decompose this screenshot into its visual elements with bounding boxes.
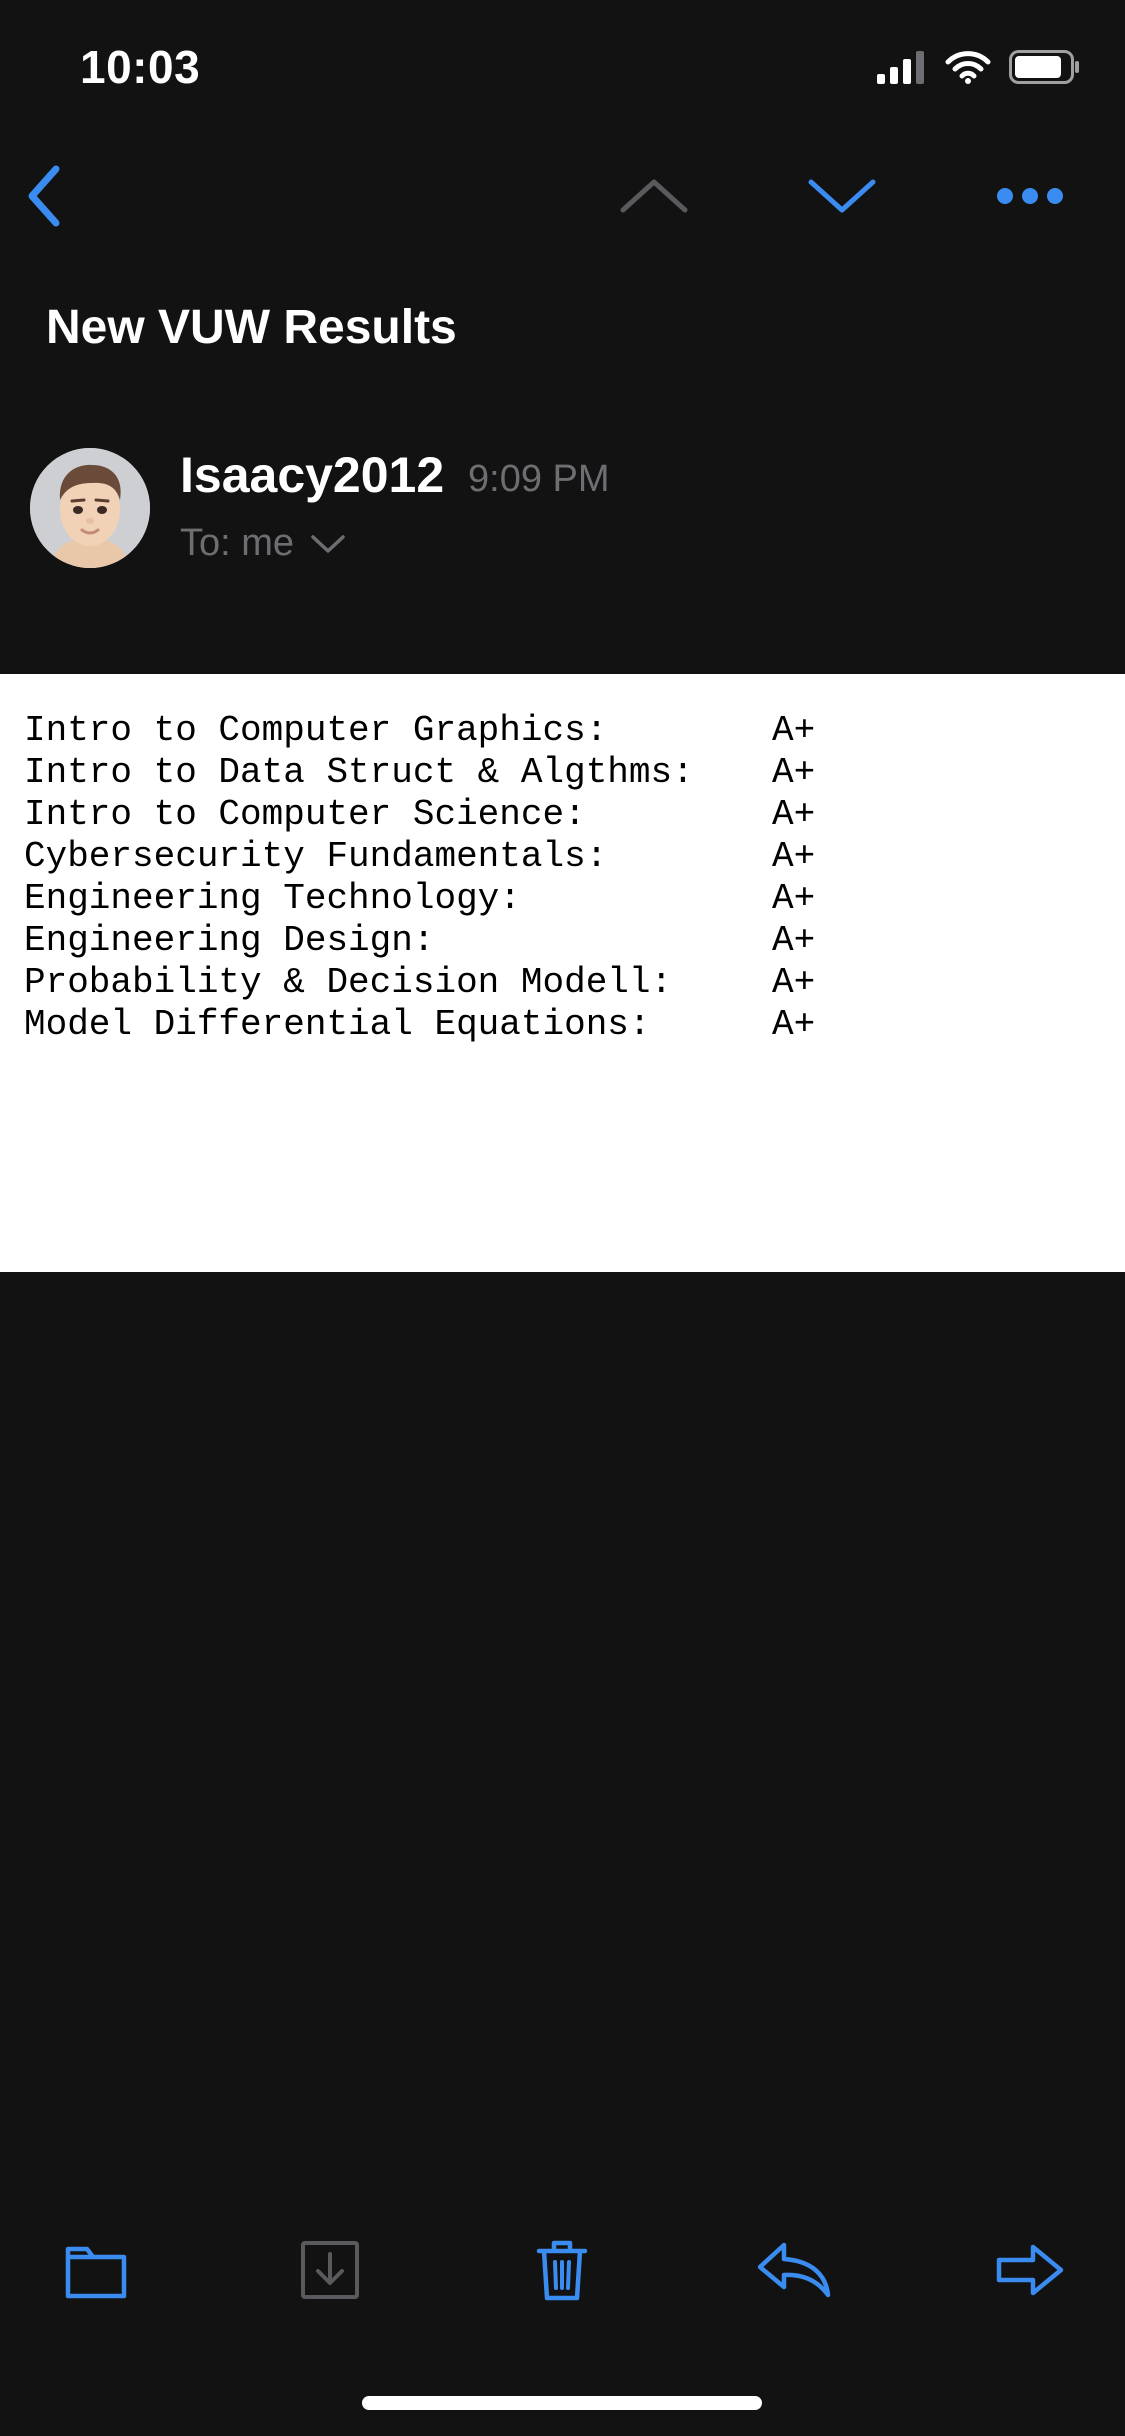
back-button[interactable]: [14, 160, 74, 232]
grade-row: [24, 1004, 1125, 1046]
course-name: Intro to Data Struct & Algthms:: [24, 752, 694, 793]
avatar[interactable]: [30, 448, 150, 568]
course-name: Engineering Design:: [24, 920, 435, 961]
status-time: 10:03: [80, 41, 201, 93]
previous-message-button[interactable]: [614, 160, 694, 232]
message-body: [0, 674, 1125, 1272]
signal-icon: [877, 50, 927, 84]
status-bar: [0, 0, 1125, 136]
course-name: Probability & Decision Modell:: [24, 962, 673, 1003]
grade-row: [24, 836, 1125, 878]
course-name: Model Differential Equations:: [24, 1004, 651, 1045]
status-icons: [877, 50, 1081, 84]
nav-bar: [0, 160, 1125, 232]
battery-icon: [1009, 50, 1081, 84]
folder-icon: [65, 2241, 127, 2299]
chevron-left-icon: [26, 165, 62, 227]
chevron-down-icon: [807, 176, 877, 216]
course-name: Engineering Technology:: [24, 878, 521, 919]
message-header: [0, 440, 1125, 580]
course-name: Intro to Computer Science:: [24, 794, 586, 835]
archive-button[interactable]: [280, 2220, 380, 2320]
course-grade: A+: [772, 920, 816, 961]
reply-button[interactable]: [744, 2220, 844, 2320]
grade-row: [24, 962, 1125, 1004]
course-name: Cybersecurity Fundamentals:: [24, 836, 608, 877]
more-options-button[interactable]: [988, 160, 1072, 232]
grade-list: [0, 674, 1125, 1046]
course-grade: A+: [772, 710, 816, 751]
chevron-down-small-icon: [310, 534, 346, 554]
grade-row: [24, 794, 1125, 836]
course-grade: A+: [772, 836, 816, 877]
email-subject: New VUW Results: [46, 301, 457, 354]
delete-button[interactable]: [512, 2220, 612, 2320]
recipients-toggle[interactable]: [180, 522, 346, 565]
grade-row: [24, 878, 1125, 920]
forward-icon: [995, 2243, 1065, 2297]
move-to-folder-button[interactable]: [46, 2220, 146, 2320]
course-grade: A+: [772, 962, 816, 1003]
course-grade: A+: [772, 878, 816, 919]
course-grade: A+: [772, 752, 816, 793]
memoji-avatar-icon: [30, 448, 150, 568]
bottom-toolbar: [0, 2220, 1125, 2320]
grade-row: [24, 710, 1125, 752]
grade-row: [24, 752, 1125, 794]
next-message-button[interactable]: [802, 160, 882, 232]
home-indicator[interactable]: [362, 2396, 762, 2410]
course-grade: A+: [772, 794, 816, 835]
trash-icon: [535, 2238, 589, 2302]
reply-icon: [756, 2241, 832, 2299]
recipients-label: To: me: [180, 522, 295, 564]
grade-row: [24, 920, 1125, 962]
chevron-up-icon: [619, 176, 689, 216]
archive-icon: [300, 2240, 360, 2300]
sender-name[interactable]: Isaacy2012: [180, 447, 445, 503]
course-grade: A+: [772, 1004, 816, 1045]
course-name: Intro to Computer Graphics:: [24, 710, 608, 751]
forward-button[interactable]: [980, 2220, 1080, 2320]
wifi-icon: [945, 50, 991, 84]
ellipsis-icon: [995, 186, 1065, 206]
message-time: 9:09 PM: [468, 458, 610, 500]
